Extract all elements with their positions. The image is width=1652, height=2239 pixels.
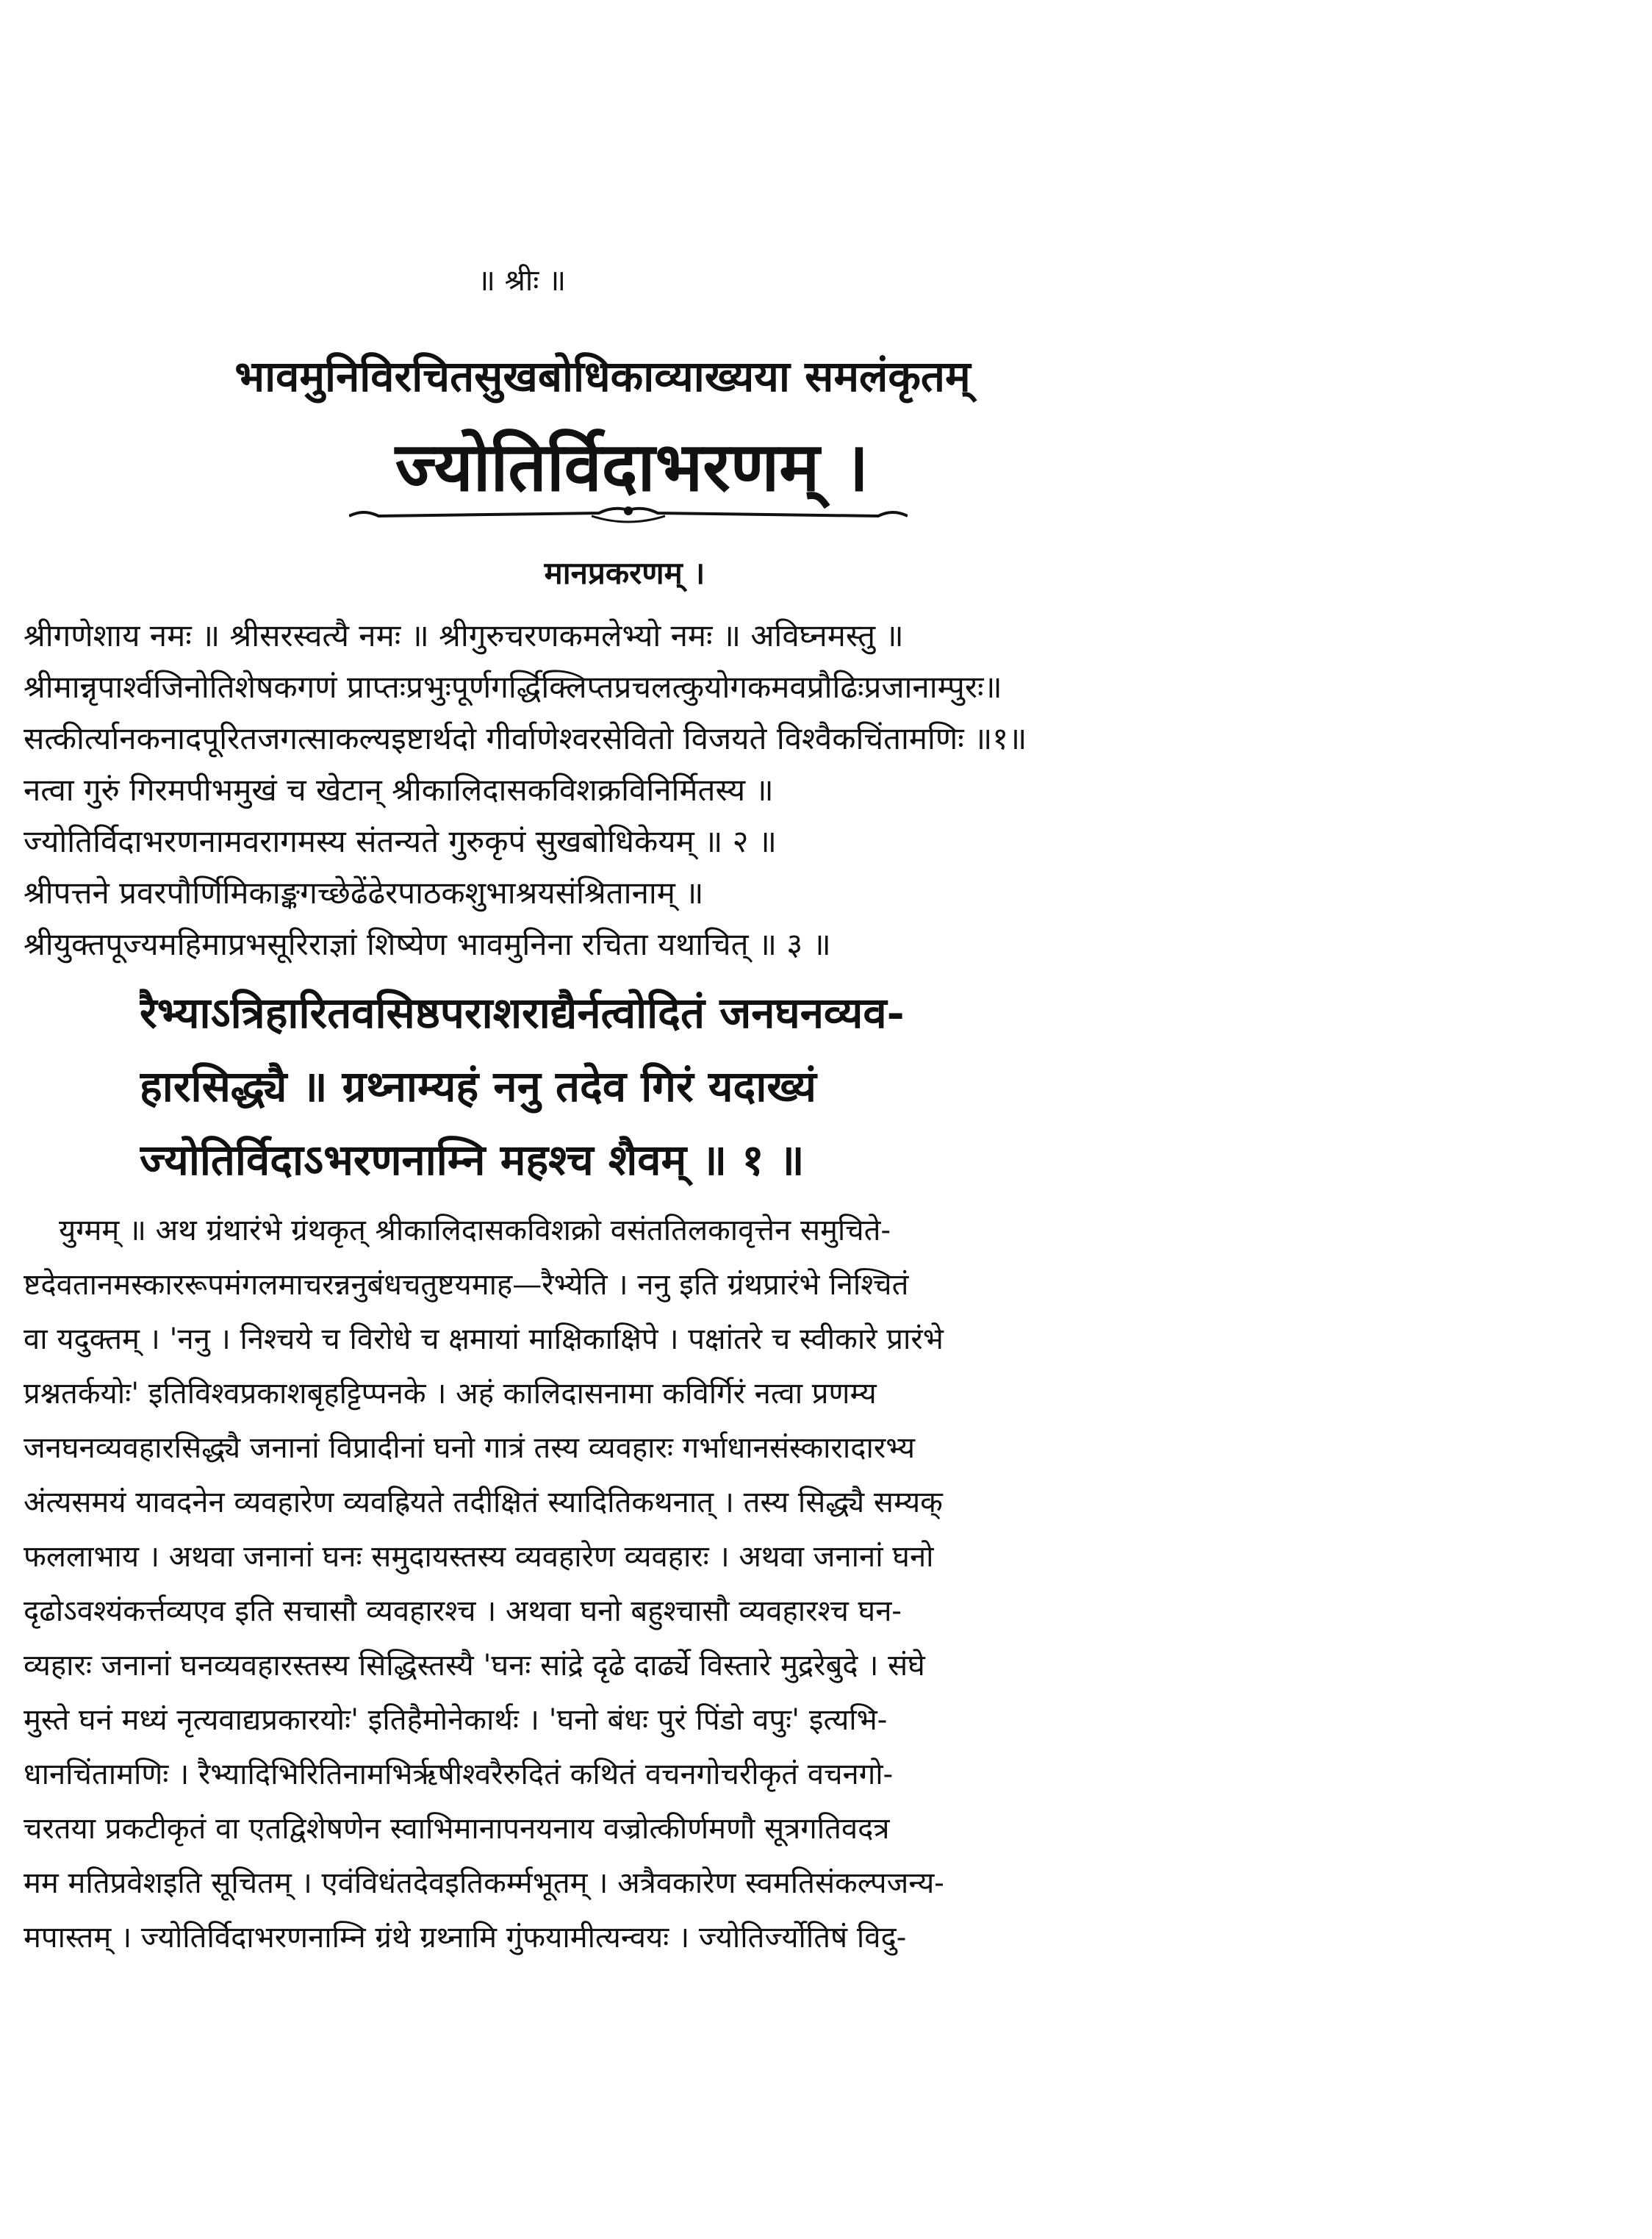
- commentary-line: अंत्यसमयं यावदनेन व्यवहारेण व्यवह्रियते तदीक्षितं स्यादितिकथनात् । तस्य सिद्ध्यै सम्यक्: [24, 1486, 943, 1519]
- commentary-line: मपास्तम् । ज्योतिर्विदाभरणनाम्नि ग्रंथे ग्रथ्नामि गुंफयामीत्यन्वयः । ज्योतिर्ज्योतिषं विदु-: [24, 1921, 907, 1955]
- commentary-line: व्यहारः जनानां घनव्यवहारस्तस्य सिद्धिस्तस्यै 'घनः सांद्रे दृढे दार्ढ्ये विस्तारे मुद्ररेबुदे । संघे: [24, 1649, 925, 1683]
- commentary-line: मम मतिप्रवेशइति सूचितम् । एवंविधंतदेवइतिकर्म्मभूतम् । अत्रैवकारेण स्वमतिसंकल्पजन्य-: [24, 1866, 944, 1900]
- commentary-line: ष्टदेवतानमस्काररूपमंगलमाचरन्ननुबंधचतुष्टयमाह—रैभ्येति । ननु इति ग्रंथप्रारंभे निश्चितं: [24, 1268, 909, 1302]
- page-title: ज्योतिर्विदाभरणम् ।: [395, 427, 869, 506]
- shloka-line: रैभ्याऽत्रिहारितवसिष्ठपराशराद्यैर्नत्वोदितं जनघनव्यव-: [140, 988, 905, 1038]
- intro-verse-line: सत्कीर्त्यानकनादपूरितजगत्साकल्यइष्टार्थदो गीर्वाणेश्वरसेवितो विजयते विश्वैकचिंतामणिः ॥१॥: [24, 720, 1027, 756]
- commentary-line: दृढोऽवश्यंकर्त्तव्यएव इति सचासौ व्यवहारश्च । अथवा घनो बहुश्चासौ व्यवहारश्च घन-: [24, 1594, 902, 1628]
- section-heading: मानप्रकरणम् ।: [544, 555, 705, 591]
- shloka-line: हारसिद्ध्यै ॥ ग्रथ्नाम्यहं ननु तदेव गिरं यदाख्यं: [140, 1061, 816, 1111]
- commentary-line: धानचिंतामणिः । रैभ्यादिभिरितिनामभिर्ऋषीश्वरैरुदितं कथितं वचनगोचरीकृतं वचनगो-: [24, 1758, 894, 1791]
- shloka-line: ज्योतिर्विदाऽभरणनाम्नि महश्च शैवम् ॥ १ ॥: [140, 1135, 805, 1185]
- invocation-sri: ॥ श्रीः ॥: [477, 264, 567, 298]
- commentary-line: चरतया प्रकटीकृतं वा एतद्विशेषणेन स्वाभिमानापनयनाय वज्रोत्कीर्णमणौ सूत्रगतिवदत्र: [24, 1812, 890, 1846]
- commentary-line: जनघनव्यवहारसिद्ध्यै जनानां विप्रादीनां घनो गात्रं तस्य व्यवहारः गर्भाधानसंस्कारादारभ्य: [24, 1431, 916, 1465]
- commentary-line: फललाभाय । अथवा जनानां घनः समुदायस्तस्य व्यवहारेण व्यवहारः । अथवा जनानां घनो: [24, 1540, 934, 1574]
- title-ornament-divider: [349, 500, 908, 529]
- intro-verse-line: श्रीयुक्तपूज्यमहिमाप्रभसूरिराज्ञां शिष्येण भावमुनिना रचिता यथाचित् ॥ ३ ॥: [24, 926, 831, 962]
- commentary-line: वा यदुक्तम् । 'ननु । निश्चये च विरोधे च क्षमायां माक्षिकाक्षिपे । पक्षांतरे च स्वीकारे प्रारंभे: [24, 1322, 944, 1356]
- intro-verse-line: ज्योतिर्विदाभरणनामवरागमस्य संतन्यते गुरुकृपं सुखबोधिकेयम् ॥ २ ॥: [24, 823, 777, 859]
- commentary-line: प्रश्नतर्कयोः' इतिविश्वप्रकाशबृहट्टिप्पनके । अहं कालिदासनामा कविर्गिरं नत्वा प्रणम्य: [24, 1377, 877, 1411]
- intro-verse-line: श्रीगणेशाय नमः ॥ श्रीसरस्वत्यै नमः ॥ श्रीगुरुचरणकमलेभ्यो नमः ॥ अविघ्नमस्तु ॥: [24, 617, 904, 653]
- subtitle: भावमुनिविरचितसुखबोधिकाव्याख्यया समलंकृतम्: [234, 351, 971, 401]
- intro-verse-line: श्रीपत्तने प्रवरपौर्णिमिकाङ्कगच्छेढेंढेरपाठकशुभाश्रयसंश्रितानाम् ॥: [24, 875, 704, 911]
- commentary-line: मुस्ते घनं मध्यं नृत्यवाद्यप्रकारयोः' इतिहैमोनेकार्थः । 'घनो बंधः पुरं पिंडो वपुः' इत्यभि-: [24, 1703, 888, 1737]
- commentary-line: युग्मम् ॥ अथ ग्रंथारंभे ग्रंथकृत् श्रीकालिदासकविशक्रो वसंततिलकावृत्तेन समुचिते-: [59, 1214, 891, 1247]
- intro-verse-line: नत्वा गुरुं गिरमपीभमुखं च खेटान् श्रीकालिदासकविशक्रविनिर्मितस्य ॥: [24, 772, 774, 808]
- intro-verse-line: श्रीमान्नृपार्श्वजिनोतिशेषकगणं प्राप्तःप्रभुःपूर्णगर्द्धिक्लिप्तप्रचलत्कुयोगकमवप्रौढिःप्रजानाम्पुरः॥: [24, 669, 1002, 705]
